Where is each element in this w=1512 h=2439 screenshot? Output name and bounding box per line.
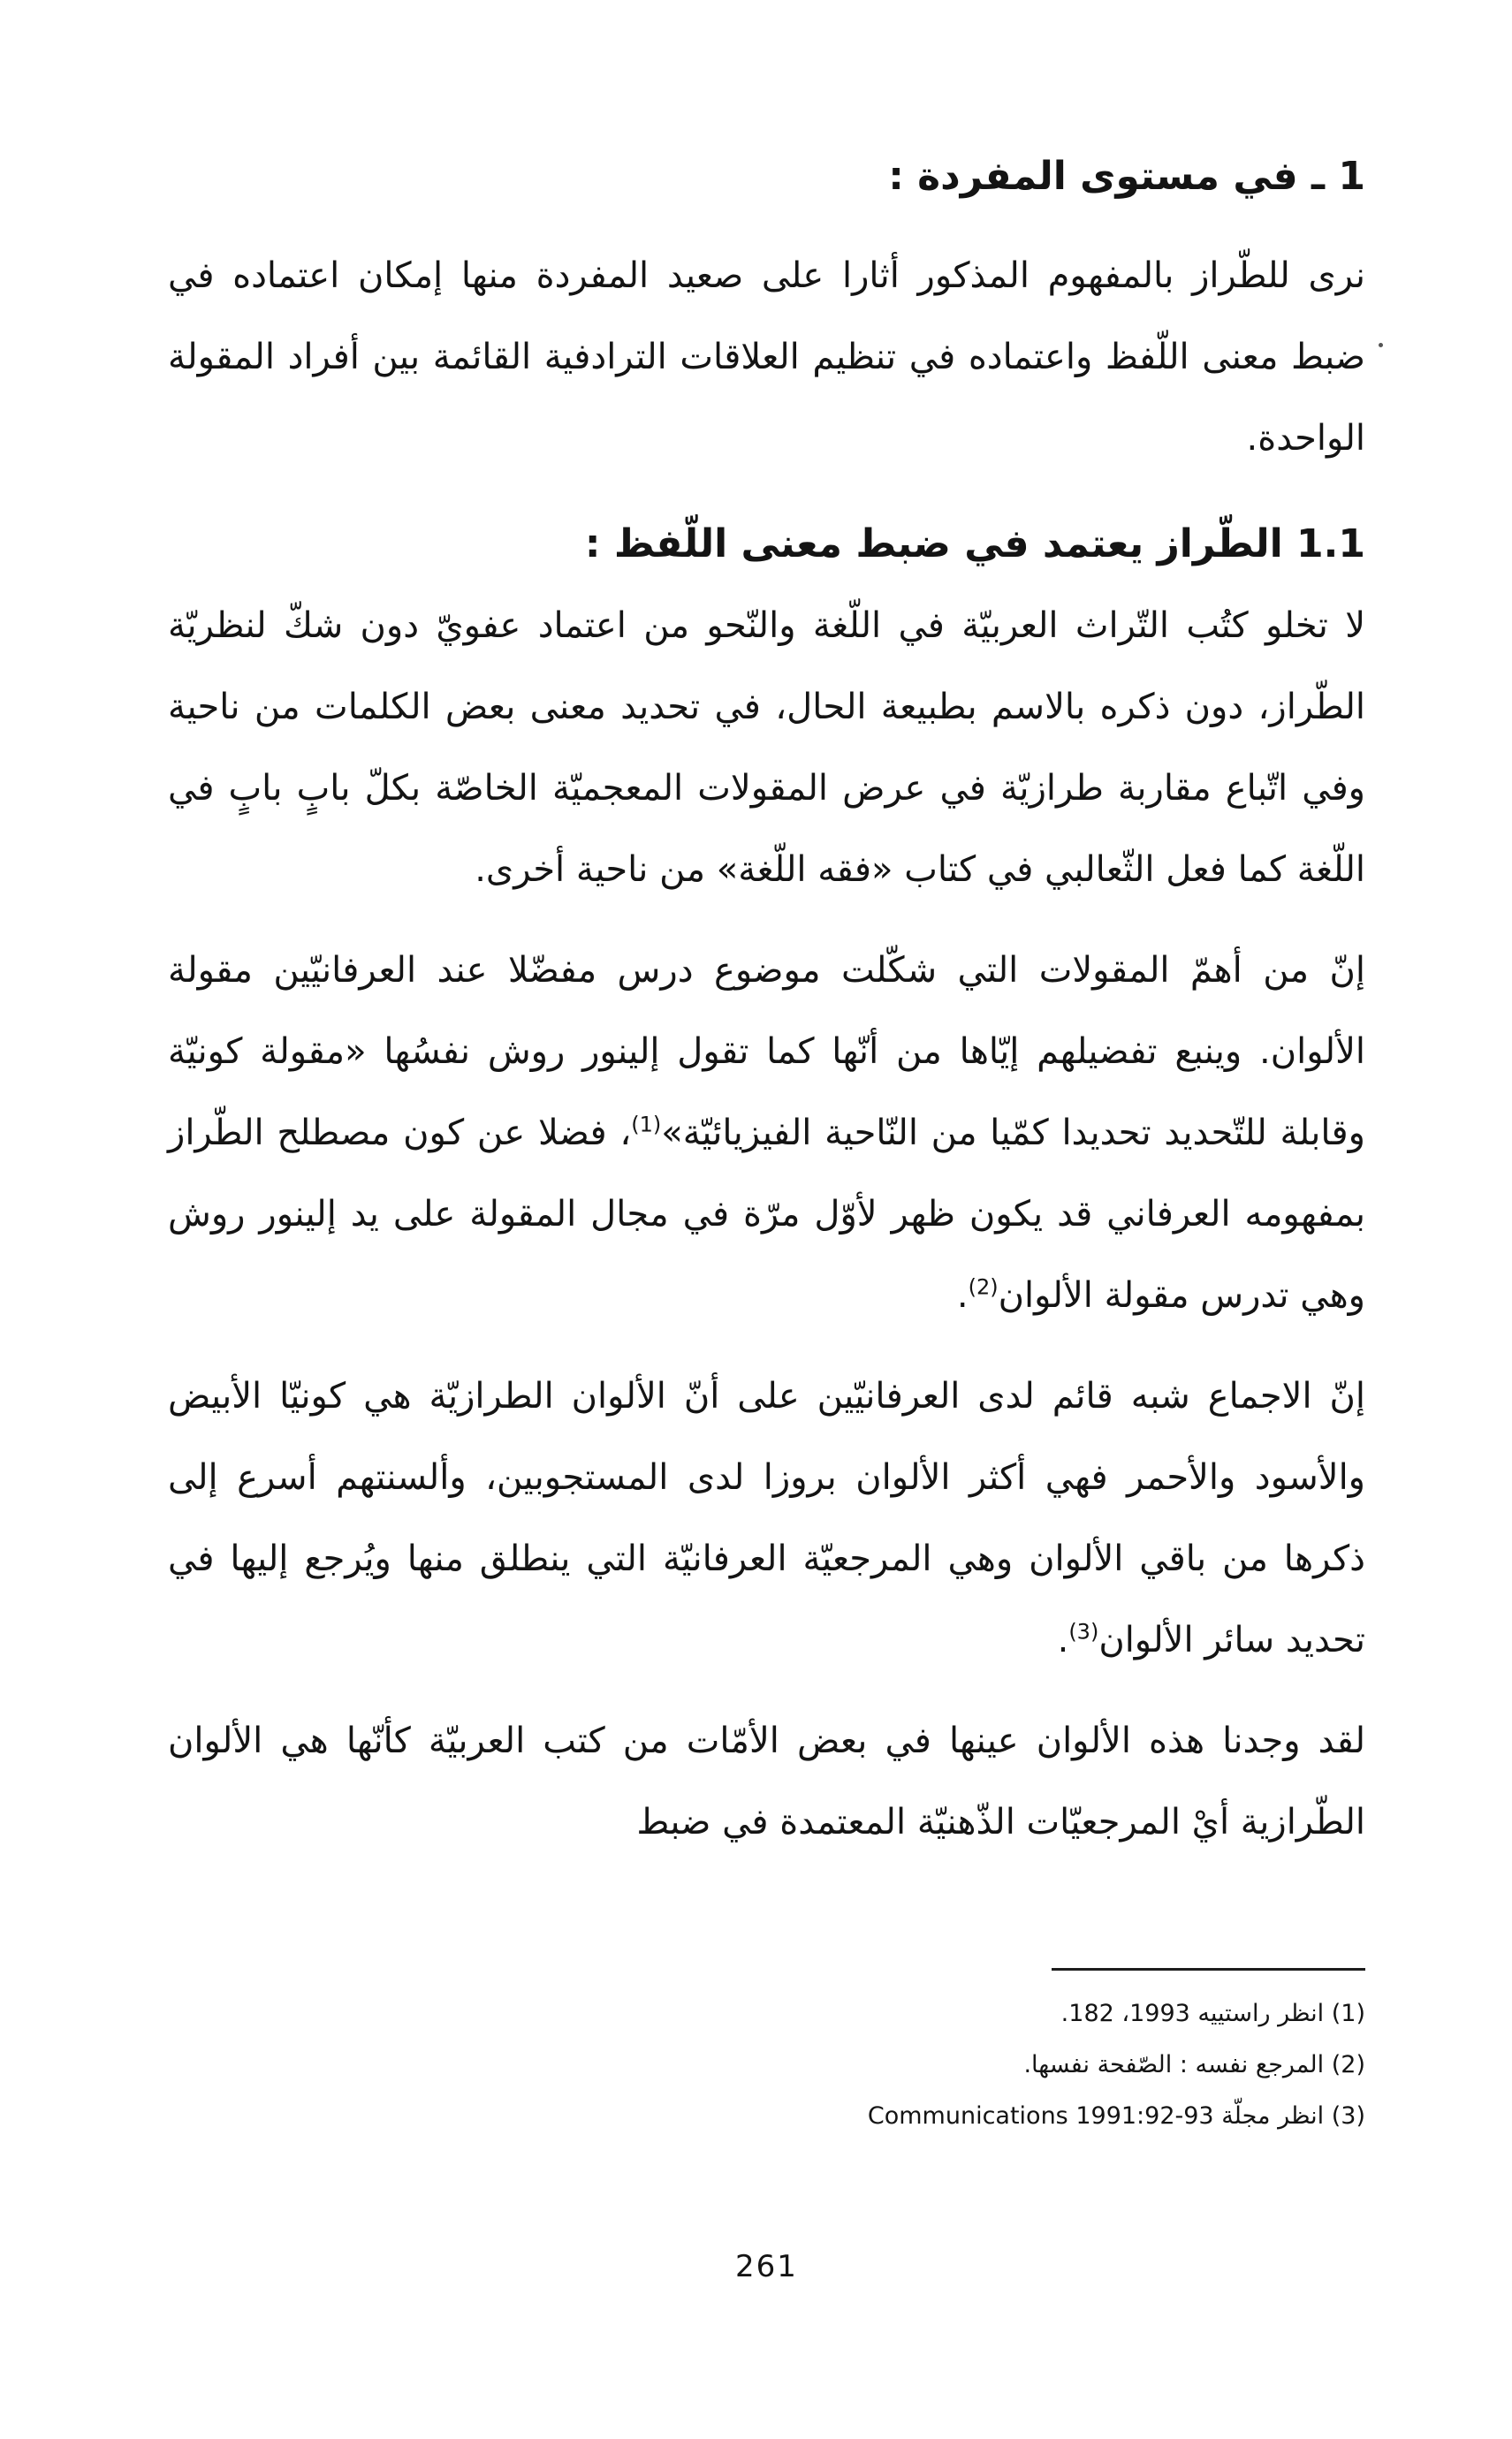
paragraph-text-segment: . [956, 1275, 969, 1316]
footnote-divider [1052, 1968, 1365, 1971]
section-heading-1: 1 ـ في مستوى المفردة : [888, 154, 1365, 199]
footnote-reference-2[interactable]: (2) [968, 1274, 999, 1300]
footnote-1: (1) انظر راستييه 1993، 182. [1060, 2000, 1365, 2027]
paragraph-intro: نرى للطّراز بالمفهوم المذكور أثارا على صعيد المفردة منها إمكان اعتماده في ضبط معنى اللّفظ واعتماده في تنظيم العلاقات الترادفية القائمة بين أفراد المقولة الواحدة. [168, 255, 1365, 459]
footnote-2: (2) المرجع نفسه : الصّفحة نفسها. [1023, 2051, 1365, 2078]
paragraph-text-segment: إنّ من أهمّ المقولات التي شكّلت موضوع درس مفضّلا عند العرفانيّين مقولة الألوان. وينبع تفضيلهم إيّاها من أنّها كما تقول إلينور روش نفسُها «مقولة كونيّة وقابلة للتّحديد تحديدا كمّيا من النّاحية الفيزيائيّة» [168, 950, 1365, 1153]
paragraph-color-category [168, 930, 1365, 1336]
paragraph-prototype-colors [168, 1356, 1365, 1681]
scan-speck [1379, 343, 1383, 347]
paragraph-heritage-books: لا تخلو كتُب التّراث العربيّة في اللّغة والنّحو من اعتماد عفويّ دون شكّ لنظريّة الطّراز، دون ذكره بالاسم بطبيعة الحال، في تحديد معنى بعض الكلمات من ناحية وفي اتّباع مقاربة طرازيّة في عرض المقولات المعجميّة الخاصّة بكلّ بابٍ بابٍ في اللّغة كما فعل الثّعالبي في كتاب «فقه اللّغة» من ناحية أخرى. [168, 605, 1365, 890]
paragraph-arabic-sources: لقد وجدنا هذه الألوان عينها في بعض الأمّات من كتب العربيّة كأنّها هي الألوان الطّرازية أيْ المرجعيّات الذّهنيّة المعتمدة في ضبط [168, 1721, 1365, 1843]
paragraph-text-segment: . [1057, 1620, 1069, 1660]
footnote-reference-3[interactable]: (3) [1068, 1619, 1099, 1645]
footnote-reference-1[interactable]: (1) [631, 1112, 662, 1137]
section-heading-1-1: 1.1 الطّراز يعتمد في ضبط معنى اللّفظ : [584, 521, 1365, 566]
paragraph-text-segment: ، فضلا عن كون مصطلح الطّراز بمفهومه العرفاني قد يكون ظهر لأوّل مرّة في مجال المقولة على يد إلينور روش وهي تدرس مقولة الألوان [168, 1113, 1365, 1316]
book-page [168, 133, 1365, 2395]
paragraph-text-segment: إنّ الاجماع شبه قائم لدى العرفانيّين على أنّ الألوان الطرازيّة هي كونيّا الأبيض والأسود والأحمر فهي أكثر الألوان بروزا لدى المستجوبين، وألسنتهم أسرع إلى ذكرها من باقي الألوان وهي المرجعيّة العرفانيّة التي ينطلق منها ويُرجع إليها في تحديد سائر الألوان [168, 1376, 1365, 1660]
footnotes-list [168, 1988, 1365, 2142]
footnote-3: (3) انظر مجلّة Communications 1991:92-93 [867, 2102, 1365, 2130]
page-number: 261 [735, 2249, 798, 2284]
